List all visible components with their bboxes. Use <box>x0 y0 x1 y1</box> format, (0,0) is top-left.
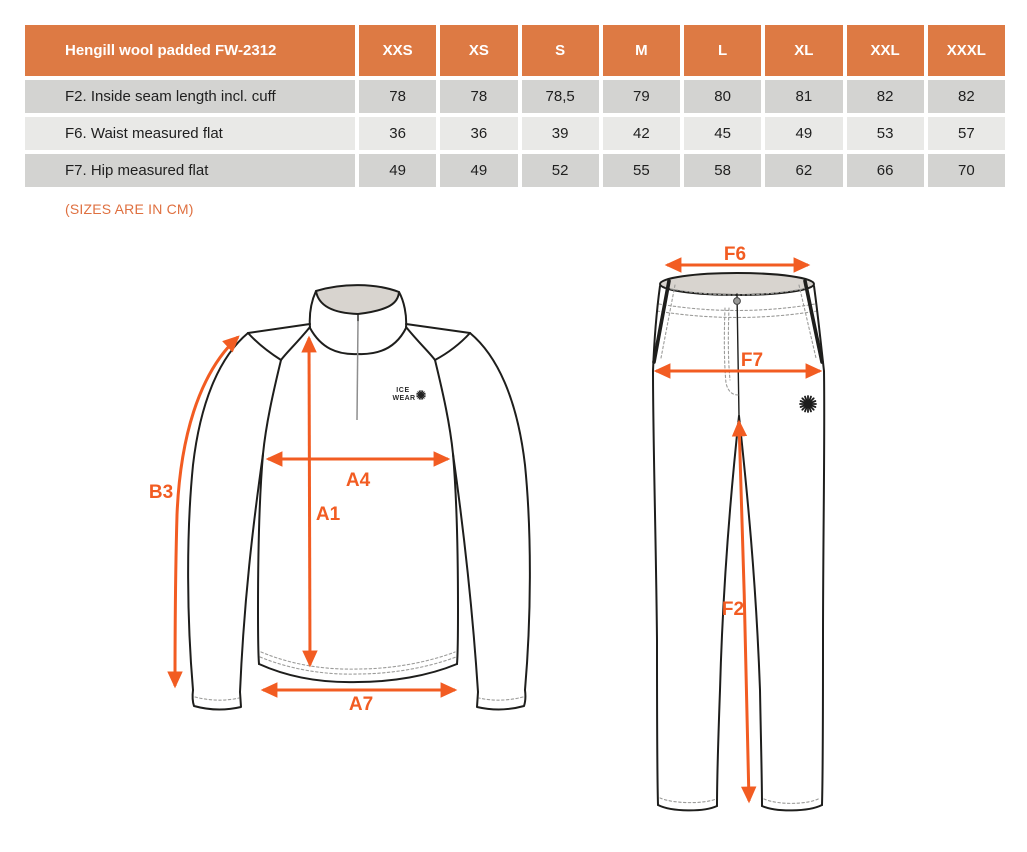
size-col-header: L <box>684 25 761 76</box>
pants-line-art <box>653 273 824 810</box>
a1-label: A1 <box>315 504 341 525</box>
size-col-header: M <box>603 25 680 76</box>
size-col-header: XXL <box>847 25 924 76</box>
row-label: F2. Inside seam length incl. cuff <box>25 80 355 113</box>
size-value-cell: 49 <box>765 117 842 150</box>
icewear-logo <box>393 387 426 402</box>
size-value-cell: 66 <box>847 154 924 187</box>
a4-label: A4 <box>345 470 371 491</box>
size-value-cell: 49 <box>359 154 436 187</box>
size-col-header: XL <box>765 25 842 76</box>
pants-diagram <box>620 240 1000 840</box>
size-col-header: XS <box>440 25 517 76</box>
size-value-cell: 82 <box>928 80 1005 113</box>
sizes-unit-note: (SIZES ARE IN CM) <box>65 201 194 217</box>
logo-line1: ICE <box>396 387 410 394</box>
size-value-cell: 55 <box>603 154 680 187</box>
f7-label: F7 <box>740 350 764 371</box>
f2-label: F2 <box>721 599 745 620</box>
size-col-header: XXS <box>359 25 436 76</box>
size-value-cell: 78 <box>440 80 517 113</box>
size-value-cell: 39 <box>522 117 599 150</box>
size-value-cell: 45 <box>684 117 761 150</box>
size-col-header: XXXL <box>928 25 1005 76</box>
size-value-cell: 53 <box>847 117 924 150</box>
size-value-cell: 58 <box>684 154 761 187</box>
size-value-cell: 36 <box>440 117 517 150</box>
b3-label: B3 <box>148 482 174 503</box>
size-value-cell: 80 <box>684 80 761 113</box>
b3-arrow <box>175 337 238 686</box>
sweater-line-art <box>188 285 530 709</box>
size-value-cell: 42 <box>603 117 680 150</box>
f6-label: F6 <box>723 244 747 265</box>
size-value-cell: 78,5 <box>522 80 599 113</box>
size-value-cell: 78 <box>359 80 436 113</box>
snowflake-icon <box>417 391 426 400</box>
size-value-cell: 79 <box>603 80 680 113</box>
size-value-cell: 82 <box>847 80 924 113</box>
row-label: F6. Waist measured flat <box>25 117 355 150</box>
snowflake-icon <box>800 396 816 412</box>
size-table <box>25 25 1005 187</box>
size-value-cell: 62 <box>765 154 842 187</box>
size-value-cell: 49 <box>440 154 517 187</box>
product-title: Hengill wool padded FW-2312 <box>25 25 355 76</box>
logo-line2: WEAR <box>392 395 416 402</box>
size-value-cell: 70 <box>928 154 1005 187</box>
size-value-cell: 52 <box>522 154 599 187</box>
a1-arrow <box>309 338 310 665</box>
size-value-cell: 81 <box>765 80 842 113</box>
a7-label: A7 <box>348 694 374 715</box>
row-label: F7. Hip measured flat <box>25 154 355 187</box>
right-pocket <box>805 281 822 362</box>
waist-button <box>734 298 741 305</box>
size-value-cell: 36 <box>359 117 436 150</box>
size-col-header: S <box>522 25 599 76</box>
sweater-diagram <box>140 240 580 740</box>
size-value-cell: 57 <box>928 117 1005 150</box>
